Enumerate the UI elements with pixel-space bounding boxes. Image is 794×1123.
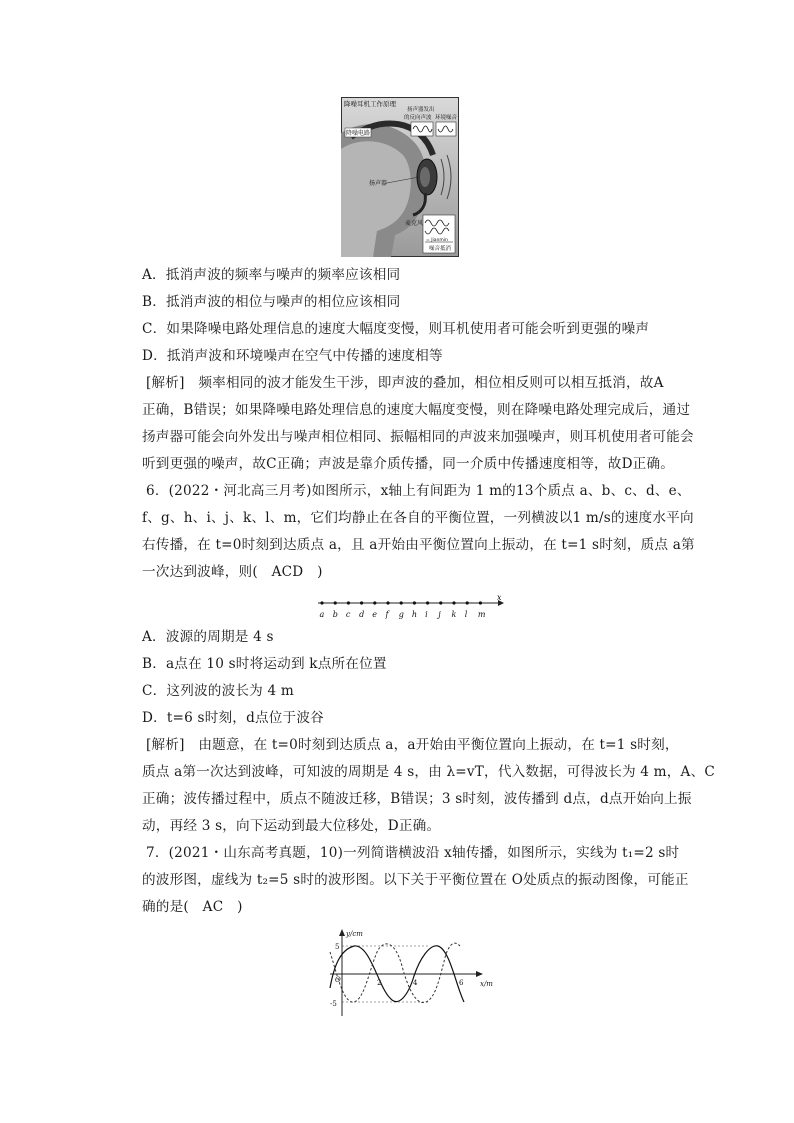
particle-label-b: b xyxy=(332,610,338,619)
particle-label-i: i xyxy=(425,610,428,619)
particle-point-l xyxy=(466,601,469,604)
q6-option-a: A．波源的周期是 4 s xyxy=(142,629,274,645)
q6-option-b: B．a点在 10 s时将运动到 k点所在位置 xyxy=(142,656,387,672)
particle-label-d: d xyxy=(359,610,365,619)
q5-analysis-line-3: 扬声器可能会向外发出与噪声相位相同、振幅相同的声波来加强噪声，则耳机使用者可能会 xyxy=(142,429,694,445)
q5-option-d: D．抵消声波和环境噪声在空气中传播的速度相等 xyxy=(142,348,443,364)
particle-point-b xyxy=(334,601,337,604)
particle-point-g xyxy=(400,601,403,604)
particle-point-a xyxy=(320,601,323,604)
particle-label-j: j xyxy=(438,610,441,619)
wave-y-tick-neg5: -5 xyxy=(330,1000,337,1008)
particle-point-m xyxy=(479,601,482,604)
q6-stem-line-4: 一次达到波峰，则( ACD ) xyxy=(142,564,323,580)
particle-point-j xyxy=(439,601,442,604)
particle-point-h xyxy=(413,601,416,604)
particle-label-m: m xyxy=(477,610,486,619)
q5-analysis-line-1: [解析] 频率相同的波才能发生干涉，即声波的叠加，相位相反则可以相互抵消，故A xyxy=(146,375,664,391)
wave-dashed-t2 xyxy=(330,943,460,1002)
label-speaker-wave-1: 扬声器发出 xyxy=(407,107,435,113)
particle-label-f: f xyxy=(385,610,389,619)
label-speaker-wave-2: 的反向声波 xyxy=(404,115,432,121)
label-ambient: 环境噪音 xyxy=(435,115,458,121)
particle-point-i xyxy=(426,601,429,604)
q5-option-a: A．抵消声波的频率与噪声的频率应该相同 xyxy=(142,267,401,283)
label-mic: 麦克风 xyxy=(405,220,424,227)
wave-origin: O xyxy=(335,976,341,984)
particle-label-k: k xyxy=(451,610,457,619)
q7-stem-line-1: 7．(2021・山东高考真题，10)一列简谐横波沿 x轴传播，如图所示，实线为 t₁=2 s时 xyxy=(146,845,680,861)
wave-x-tick-6: 6 xyxy=(459,979,464,987)
wave-x-label: x/m xyxy=(480,980,493,988)
q6-option-c: C．这列波的波长为 4 m xyxy=(142,683,294,699)
wave-y-label: y/cm xyxy=(346,930,363,938)
wave-x-axis-arrow xyxy=(476,971,483,977)
wave-x-tick-4: 4 xyxy=(413,979,418,987)
particle-label-e: e xyxy=(372,610,378,619)
figure-title: 降噪耳机工作原理 xyxy=(344,100,396,108)
particle-point-c xyxy=(347,601,350,604)
label-speaker: 扬声器 xyxy=(369,180,388,187)
particle-label-h: h xyxy=(411,610,418,619)
wave-graph-figure xyxy=(312,926,496,1020)
wave-y-tick-5: 5 xyxy=(335,943,340,951)
label-cancel: 噪音抵消 xyxy=(429,246,452,252)
particle-axis-figure xyxy=(314,593,510,621)
q6-stem-line-3: 右传播，在 t=0时刻到达质点 a，且 a开始由平衡位置向上振动，在 t=1 s时刻，质点 a第 xyxy=(142,537,695,553)
q7-stem-line-2: 的波形图，虚线为 t₂=5 s时的波形图。以下关于平衡位置在 O处质点的振动图像，可能正 xyxy=(142,872,689,888)
x-axis-label: x xyxy=(497,593,502,602)
q6-analysis-line-1: [解析] 由题意，在 t=0时刻到达质点 a，a开始由平衡位置向上振动，在 t=1 s时刻， xyxy=(146,737,679,753)
q6-analysis-line-4: 动，再经 3 s，向下运动到最大位移处，D正确。 xyxy=(142,818,441,834)
q6-stem-line-2: f、g、h、i、j、k、l、m，它们均静止在各自的平衡位置，一列横波以1 m/s的速度水平向 xyxy=(142,510,694,526)
particle-label-c: c xyxy=(345,610,351,619)
q6-stem-line-1: 6．(2022・河北高三月考)如图所示，x轴上有间距为 1 m的13个质点 a、b、c、d、e、 xyxy=(146,483,691,499)
q6-option-d: D．t=6 s时刻，d点位于波谷 xyxy=(142,710,324,726)
q5-option-b: B．抵消声波的相位与噪声的相位应该相同 xyxy=(142,294,401,310)
particle-label-a: a xyxy=(319,610,325,619)
q5-analysis-line-2: 正确，B错误；如果降噪电路处理信息的速度大幅度变慢，则在降噪电路处理完成后，通过 xyxy=(142,402,691,418)
particle-point-d xyxy=(360,601,363,604)
wave-x-tick-2: 2 xyxy=(377,979,382,987)
q5-analysis-line-4: 听到更强的噪声，故C正确；声波是靠介质传播，同一介质中传播速度相等，故D正确。 xyxy=(142,456,675,472)
q5-option-c: C．如果降噪电路处理信息的速度大幅度变慢，则耳机使用者可能会听到更强的噪声 xyxy=(142,321,650,337)
noise-cancel-headphone-figure xyxy=(341,97,459,257)
particle-point-f xyxy=(386,601,389,604)
particle-label-l: l xyxy=(464,610,468,619)
particle-point-e xyxy=(373,601,376,604)
particle-label-g: g xyxy=(398,610,404,619)
particle-point-k xyxy=(452,601,455,604)
q6-analysis-line-2: 质点 a第一次达到波峰，可知波的周期是 4 s，由 λ=vT，代入数据，可得波长为 4 m，A、C xyxy=(142,764,715,780)
label-circuit: 降噪电路 xyxy=(346,130,371,137)
label-eq: = Jianmin xyxy=(426,238,448,243)
wave-y-axis-arrow xyxy=(339,929,345,936)
q7-stem-line-3: 确的是( AC ) xyxy=(142,899,243,915)
q6-analysis-line-3: 正确；波传播过程中，质点不随波迁移，B错误；3 s时刻，波传播到 d点，d点开始向上振 xyxy=(142,791,692,807)
